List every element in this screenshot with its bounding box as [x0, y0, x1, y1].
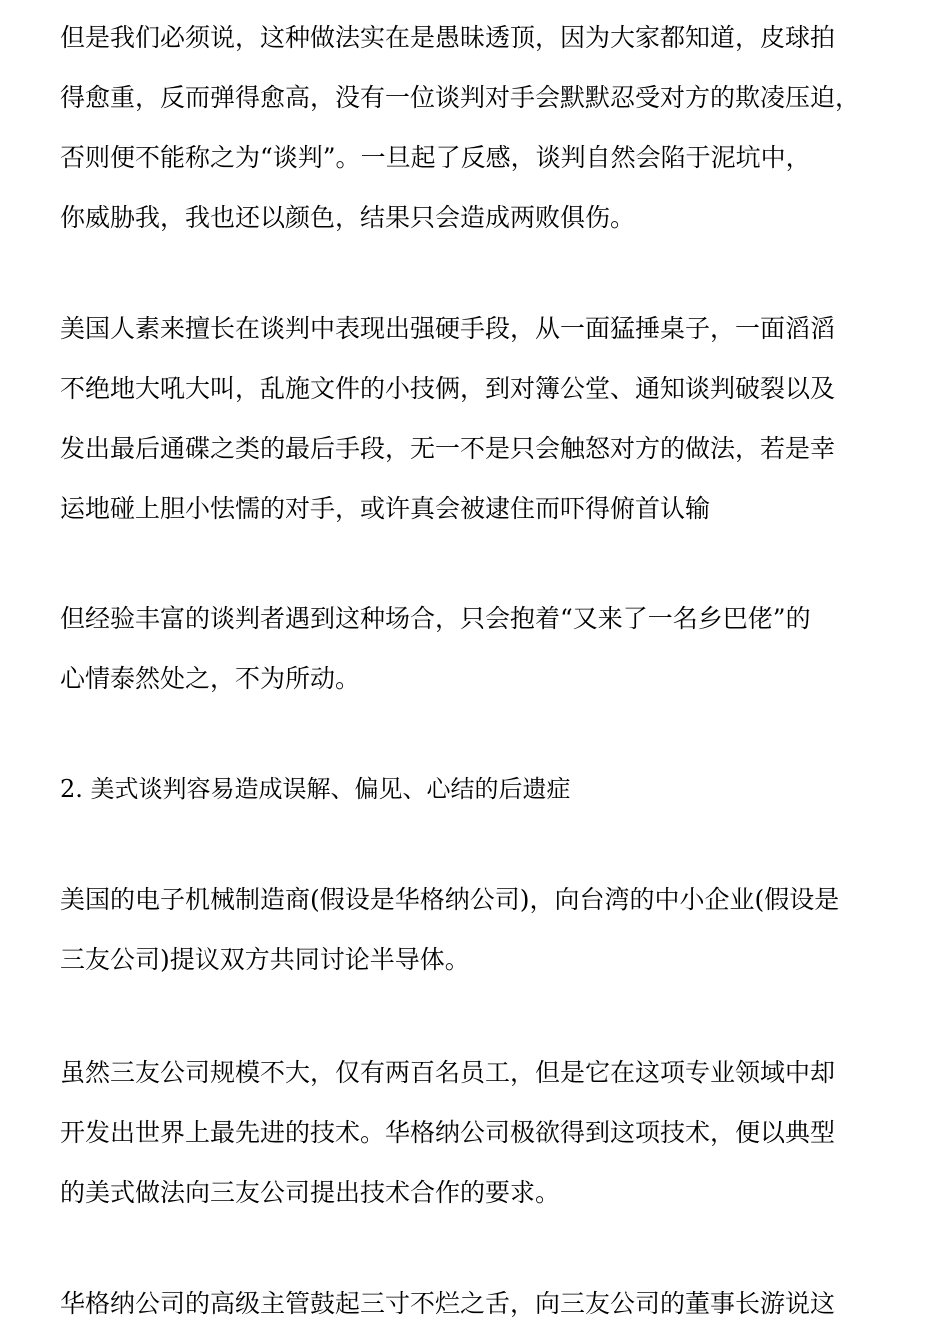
text-line: 的美式做法向三友公司提出技术合作的要求。 — [60, 1178, 561, 1207]
paragraph-experienced-negotiator — [60, 589, 890, 709]
text-line: 华格纳公司的高级主管鼓起三寸不烂之舌，向三友公司的董事长游说这 — [60, 1289, 836, 1318]
text-line: 开发出世界上最先进的技术。华格纳公司极欲得到这项技术，便以典型 — [60, 1118, 836, 1147]
paragraph-executive-pitch — [60, 1274, 890, 1334]
text-line: 心情泰然处之，不为所动。 — [60, 664, 361, 693]
paragraph-american-hardball — [60, 299, 890, 539]
section-heading-text: 2. 美式谈判容易造成误解、偏见、心结的后遗症 — [60, 775, 571, 803]
text-line: 但经验丰富的谈判者遇到这种场合，只会抱着“又来了一名乡巴佬”的 — [60, 604, 811, 633]
text-line: 虽然三友公司规模不大，仅有两百名员工，但是它在这项专业领域中却 — [60, 1058, 836, 1087]
section-heading — [60, 759, 890, 819]
paragraph-intimidation-critique — [60, 8, 890, 248]
text-line: 美国的电子机械制造商(假设是华格纳公司)，向台湾的中小企业(假设是 — [60, 885, 840, 914]
text-line: 美国人素来擅长在谈判中表现出强硬手段，从一面猛捶桌子，一面滔滔 — [60, 314, 836, 343]
text-line: 不绝地大吼大叫，乱施文件的小技俩，到对簿公堂、通知谈判破裂以及 — [60, 374, 836, 403]
text-line: 你威胁我，我也还以颜色，结果只会造成两败俱伤。 — [60, 203, 636, 232]
paragraph-example-intro — [60, 870, 890, 990]
paragraph-sanyou-technology — [60, 1043, 890, 1223]
text-line: 否则便不能称之为“谈判”。一旦起了反感，谈判自然会陷于泥坑中， — [60, 143, 811, 172]
text-line: 运地碰上胆小怯懦的对手，或许真会被逮住而吓得俯首认输 — [60, 494, 711, 523]
text-line: 得愈重，反而弹得愈高，没有一位谈判对手会默默忍受对方的欺凌压迫， — [60, 83, 861, 112]
text-line: 三友公司)提议双方共同讨论半导体。 — [60, 945, 470, 974]
text-line: 但是我们必须说，这种做法实在是愚昧透顶，因为大家都知道，皮球拍 — [60, 23, 836, 52]
text-line: 发出最后通碟之类的最后手段，无一不是只会触怒对方的做法，若是幸 — [60, 434, 836, 463]
